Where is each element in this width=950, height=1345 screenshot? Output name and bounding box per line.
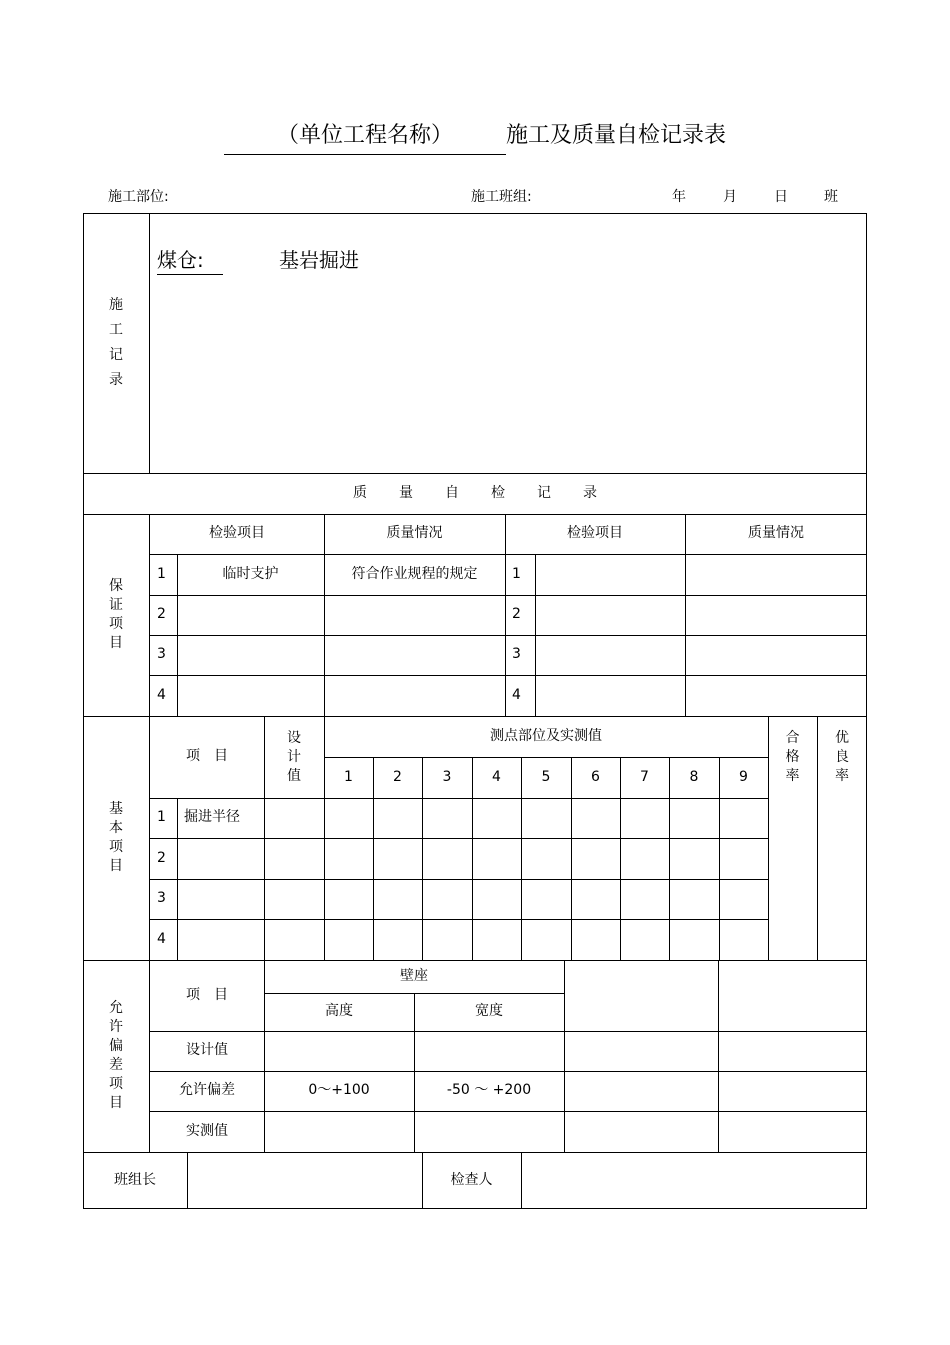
- row-number: 2: [157, 606, 166, 623]
- construction-record-content: [157, 246, 359, 275]
- item-header: 项 目: [186, 748, 228, 765]
- measured-value-label: 实测值: [186, 1122, 228, 1139]
- width-deviation-value: -50 ～ +200: [446, 1082, 532, 1099]
- excellent-rate-header: 优 良 率: [835, 729, 849, 784]
- day-label: 日: [774, 189, 788, 205]
- month-label: 月: [723, 189, 737, 205]
- inspector-label: 检查人: [450, 1171, 493, 1188]
- row-number: 3: [512, 646, 521, 663]
- shift-label: 班: [824, 189, 838, 205]
- quality-section-title: 质 量 自 检 记 录: [353, 484, 597, 501]
- construction-team-label: 施工班组:: [471, 189, 532, 205]
- point-header: 1: [344, 768, 353, 785]
- title-suffix: 施工及质量自检记录表: [505, 123, 726, 148]
- row-number: 4: [157, 930, 166, 947]
- inspection-item: 临时支护: [222, 565, 279, 582]
- row-number: 3: [157, 890, 166, 907]
- year-label: 年: [672, 189, 686, 205]
- row-number: 1: [157, 809, 166, 826]
- design-value-label: 设计值: [186, 1042, 228, 1059]
- point-header: 8: [689, 768, 699, 785]
- point-header: 5: [541, 768, 551, 785]
- point-header: 7: [640, 768, 649, 785]
- basic-item: 掘进半径: [184, 809, 240, 826]
- design-value-header: 设 计 值: [287, 729, 301, 784]
- coal-bunker-label: 煤仓:: [157, 246, 223, 275]
- item-header: 项 目: [186, 986, 228, 1003]
- wall-seat-header: 壁座: [400, 967, 428, 984]
- quality-status-header: 质量情况: [386, 525, 443, 542]
- point-header: 9: [739, 768, 748, 785]
- row-number: 2: [157, 849, 166, 866]
- quality-status-header: 质量情况: [748, 525, 804, 542]
- tolerance-side-label: 允 许 偏 差 项 目: [109, 1000, 123, 1111]
- inspector-signature-field[interactable]: [521, 1152, 867, 1209]
- width-header: 宽度: [475, 1003, 503, 1020]
- point-header: 4: [492, 768, 501, 785]
- height-header: 高度: [325, 1003, 353, 1020]
- basic-side-label: 基 本 项 目: [109, 801, 123, 874]
- record-text: 基岩掘进: [279, 248, 359, 272]
- allowed-deviation-label: 允许偏差: [179, 1082, 235, 1099]
- inspection-item-header: 检验项目: [209, 525, 265, 542]
- row-number: 1: [512, 565, 521, 582]
- row-number: 3: [157, 646, 166, 663]
- page-title: [0, 118, 950, 155]
- construction-location-label: 施工部位:: [108, 189, 169, 205]
- row-number: 1: [157, 565, 166, 582]
- measurement-header: 测点部位及实测值: [490, 727, 602, 744]
- construction-record-side-label: 施 工 记 录: [109, 297, 123, 388]
- pass-rate-header: 合 格 率: [785, 729, 800, 784]
- team-leader-label: 班组长: [114, 1171, 156, 1188]
- point-header: 3: [442, 768, 452, 785]
- row-number: 4: [512, 686, 521, 703]
- height-deviation-value: 0～+100: [308, 1082, 370, 1099]
- inspection-item-header: 检验项目: [567, 525, 623, 542]
- point-header: 6: [591, 768, 600, 785]
- guarantee-side-label: 保 证 项 目: [109, 578, 123, 651]
- unit-name-field: （单位工程名称）: [224, 118, 506, 155]
- row-number: 2: [512, 606, 521, 623]
- quality-status: 符合作业规程的规定: [351, 565, 478, 582]
- point-header: 2: [393, 768, 402, 785]
- team-leader-signature-field[interactable]: [187, 1152, 422, 1209]
- row-number: 4: [157, 686, 166, 703]
